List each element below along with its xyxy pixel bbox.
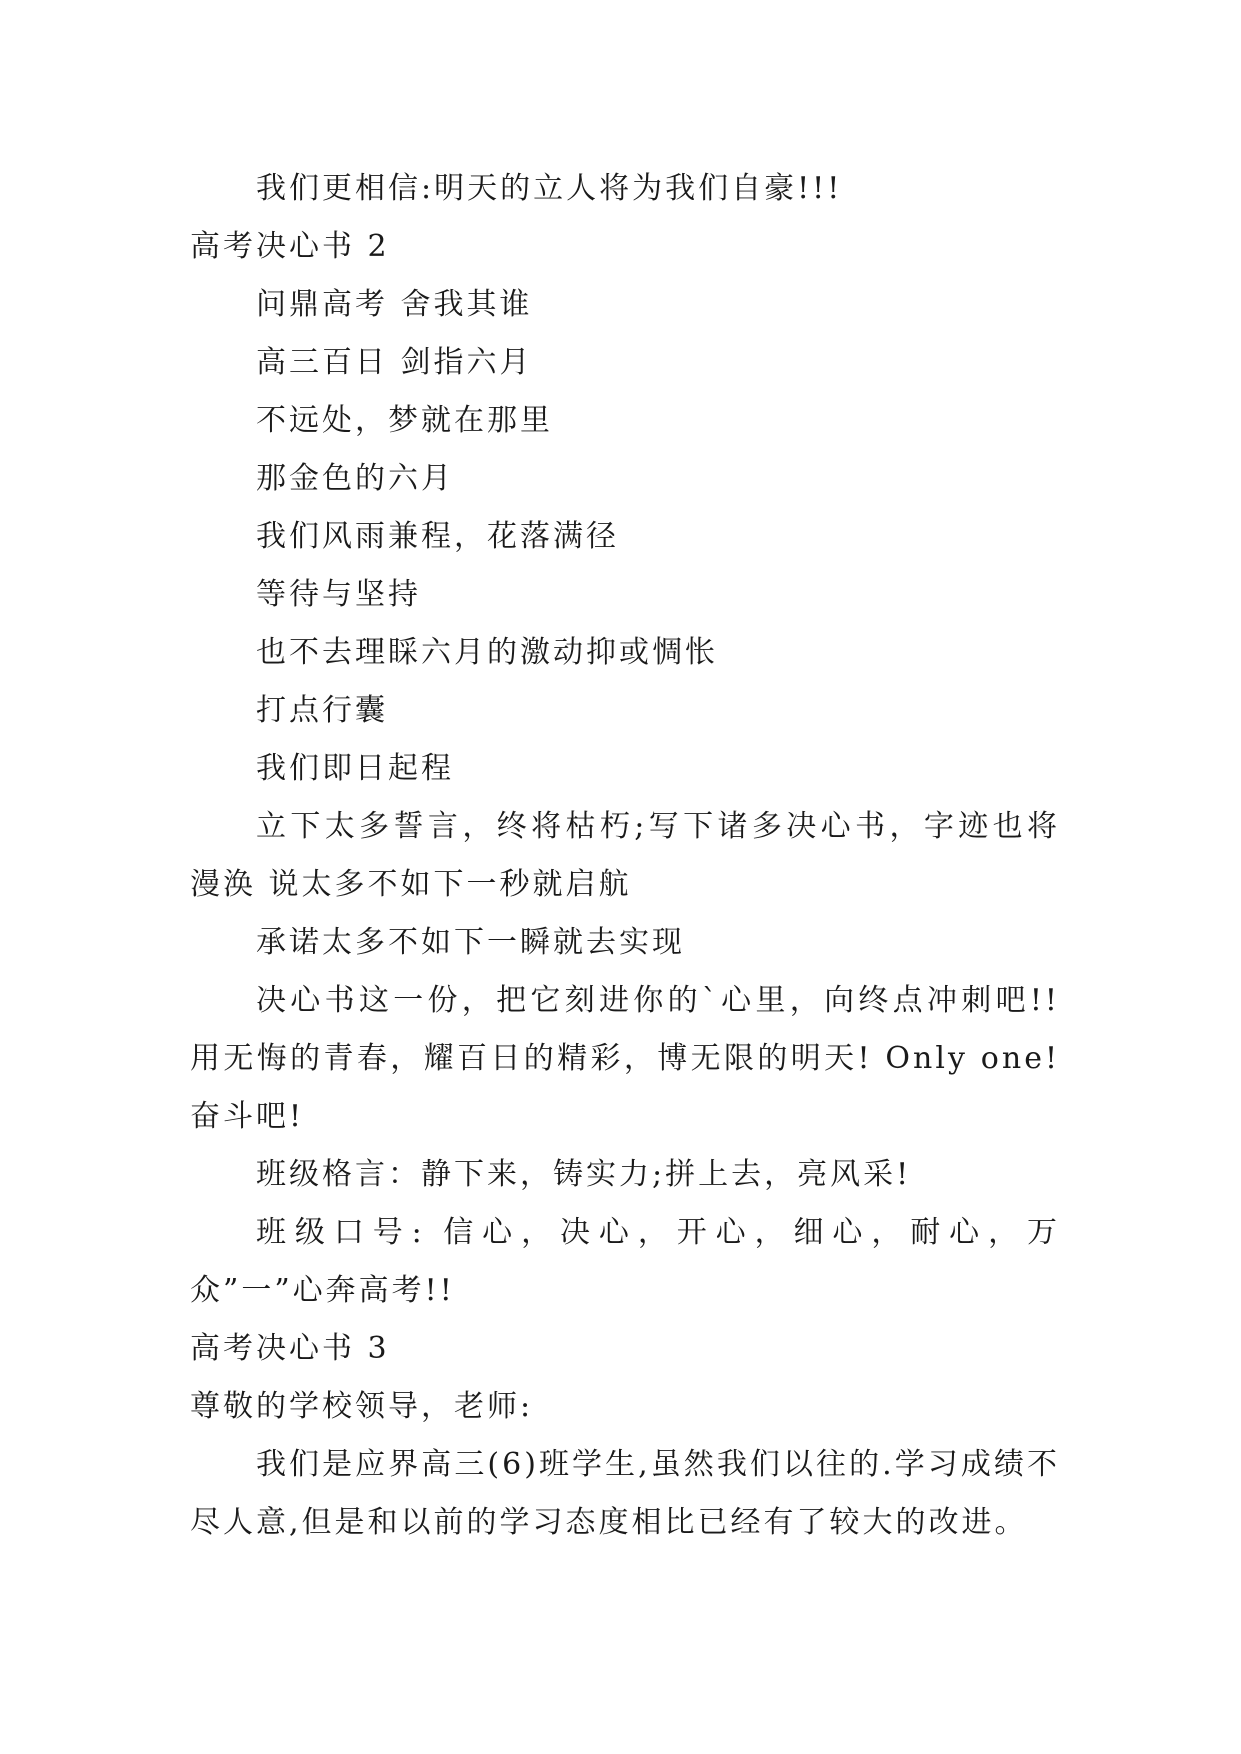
poem-line: 等待与坚持 xyxy=(256,577,421,612)
poem-line: 承诺太多不如下一瞬就去实现 xyxy=(256,925,685,960)
heading-2: 高考决心书 2 xyxy=(190,229,390,264)
poem-line: 我们风雨兼程，花落满径 xyxy=(256,519,619,554)
paragraph-oath: 立下太多誓言，终将枯朽;写下诸多决心书，字迹也将漫涣 说太多不如下一秒就启航 xyxy=(190,809,1060,902)
document-page xyxy=(190,160,1060,1552)
class-slogan: 班级口号: 信心，决心，开心，细心，耐心，万众”一”心奔高考!! xyxy=(190,1215,1060,1308)
salutation: 尊敬的学校领导，老师: xyxy=(190,1389,534,1424)
poem-line: 那金色的六月 xyxy=(256,461,454,496)
class-motto: 班级格言：静下来，铸实力;拼上去，亮风采! xyxy=(256,1157,912,1192)
poem-line: 也不去理睬六月的激动抑或惆怅 xyxy=(256,635,718,670)
paragraph-intro: 我们是应界高三(6)班学生,虽然我们以往的.学习成绩不尽人意,但是和以前的学习态度相比已经有了较大的改进。 xyxy=(190,1447,1060,1540)
poem-line: 高三百日 剑指六月 xyxy=(256,345,533,380)
poem-line: 问鼎高考 舍我其谁 xyxy=(256,287,533,322)
poem-line: 打点行囊 xyxy=(256,693,388,728)
poem-line: 我们即日起程 xyxy=(256,751,454,786)
paragraph-resolve: 决心书这一份，把它刻进你的`心里，向终点冲刺吧!!用无悔的青春，耀百日的精彩，博无限的明天! Only one!奋斗吧! xyxy=(190,983,1060,1134)
heading-3: 高考决心书 3 xyxy=(190,1331,390,1366)
closing-line: 我们更相信:明天的立人将为我们自豪!!! xyxy=(256,171,843,206)
poem-line: 不远处，梦就在那里 xyxy=(256,403,553,438)
